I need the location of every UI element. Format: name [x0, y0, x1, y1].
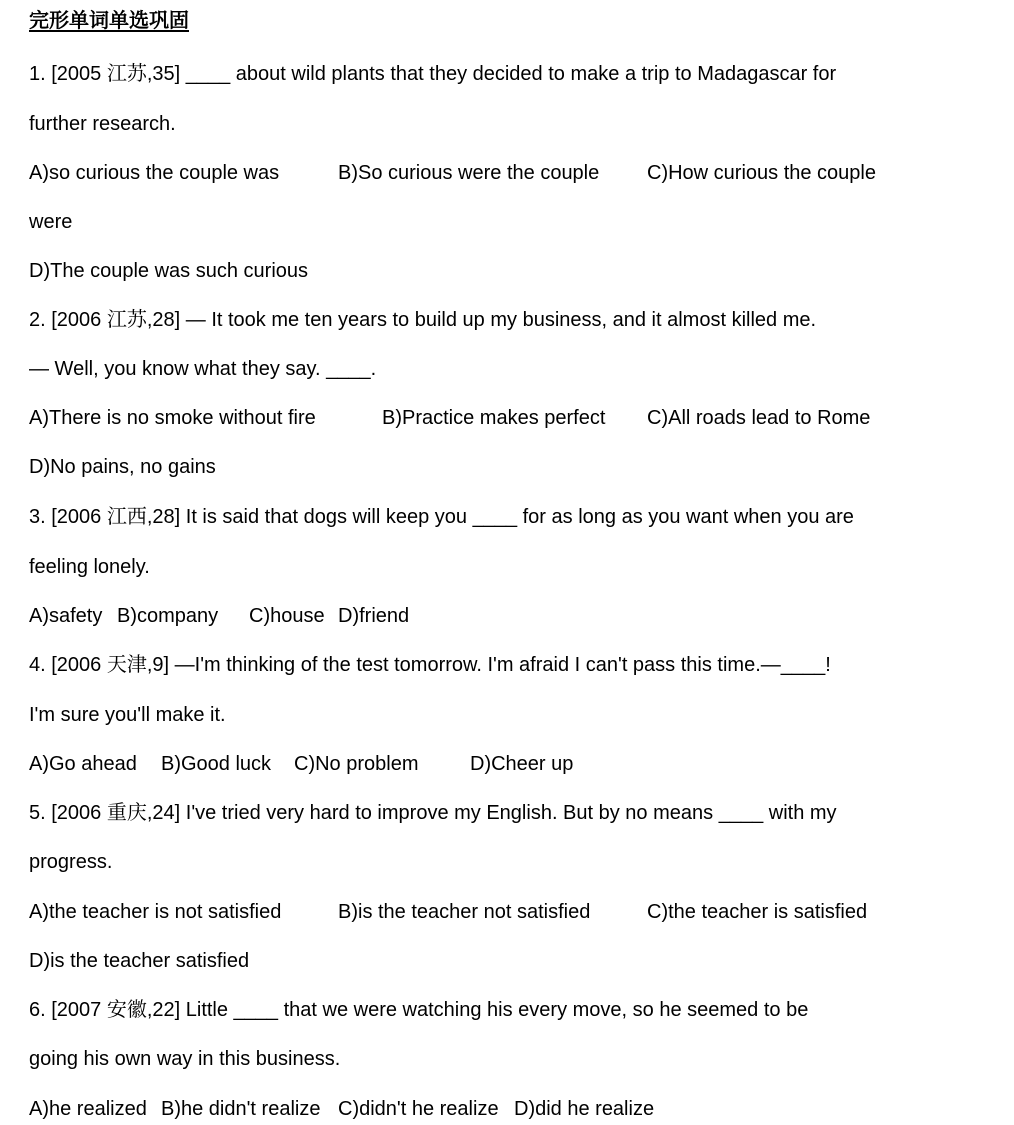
q5-option-c: C)the teacher is satisfied	[647, 901, 868, 923]
q1-option-a: A)so curious the couple was	[29, 162, 280, 184]
q1-option-b: B)So curious were the couple	[338, 162, 600, 184]
q5-stem-line1: 5. [2006 重庆,24] I've tried very hard to improve my English. But by no means ____ with my	[29, 802, 837, 824]
q4-option-b: B)Good luck	[161, 753, 272, 775]
q1-stem-line1: 1. [2005 江苏,35] ____ about wild plants that they decided to make a trip to Madagascar for	[29, 63, 837, 85]
q6-stem-line2: going his own way in this business.	[29, 1048, 341, 1070]
q2-stem-line1: 2. [2006 江苏,28] — It took me ten years to build up my business, and it almost killed me.	[29, 309, 817, 331]
q6-option-b: B)he didn't realize	[161, 1098, 321, 1120]
q1-stem-line2: further research.	[29, 113, 176, 135]
q3-stem-line2: feeling lonely.	[29, 556, 150, 578]
q4-option-a: A)Go ahead	[29, 753, 137, 775]
q1-options-line2: were	[29, 211, 73, 233]
q2-option-c: C)All roads lead to Rome	[647, 407, 871, 429]
q5-option-b: B)is the teacher not satisfied	[338, 901, 591, 923]
q4-stem-line1: 4. [2006 天津,9] —I'm thinking of the test tomorrow. I'm afraid I can't pass this time.—____!	[29, 654, 831, 676]
q6-option-a: A)he realized	[29, 1098, 147, 1120]
q6-stem-line1: 6. [2007 安徽,22] Little ____ that we were watching his every move, so he seemed to be	[29, 999, 809, 1021]
q3-stem-line1: 3. [2006 江西,28] It is said that dogs will keep you ____ for as long as you want when you are	[29, 506, 854, 528]
q5-option-d: D)is the teacher satisfied	[29, 950, 250, 972]
q5-stem-line2: progress.	[29, 851, 113, 873]
q6-option-d: D)did he realize	[514, 1098, 655, 1120]
q2-option-a: A)There is no smoke without fire	[29, 407, 316, 429]
q2-option-b: B)Practice makes perfect	[382, 407, 606, 429]
q6-option-c: C)didn't he realize	[338, 1098, 499, 1120]
q2-option-d: D)No pains, no gains	[29, 456, 216, 478]
q4-stem-line2: I'm sure you'll make it.	[29, 704, 226, 726]
q2-stem-line2: — Well, you know what they say. ____.	[29, 358, 377, 380]
page-title: 完形单词单选巩固	[29, 8, 189, 32]
q3-option-c: C)house	[249, 605, 325, 627]
q4-option-c: C)No problem	[294, 753, 419, 775]
q4-option-d: D)Cheer up	[470, 753, 574, 775]
q5-option-a: A)the teacher is not satisfied	[29, 901, 282, 923]
q3-option-a: A)safety	[29, 605, 103, 627]
q3-option-b: B)company	[117, 605, 219, 627]
q3-option-d: D)friend	[338, 605, 410, 627]
q1-option-c: C)How curious the couple	[647, 162, 876, 184]
q1-option-d: D)The couple was such curious	[29, 260, 309, 282]
